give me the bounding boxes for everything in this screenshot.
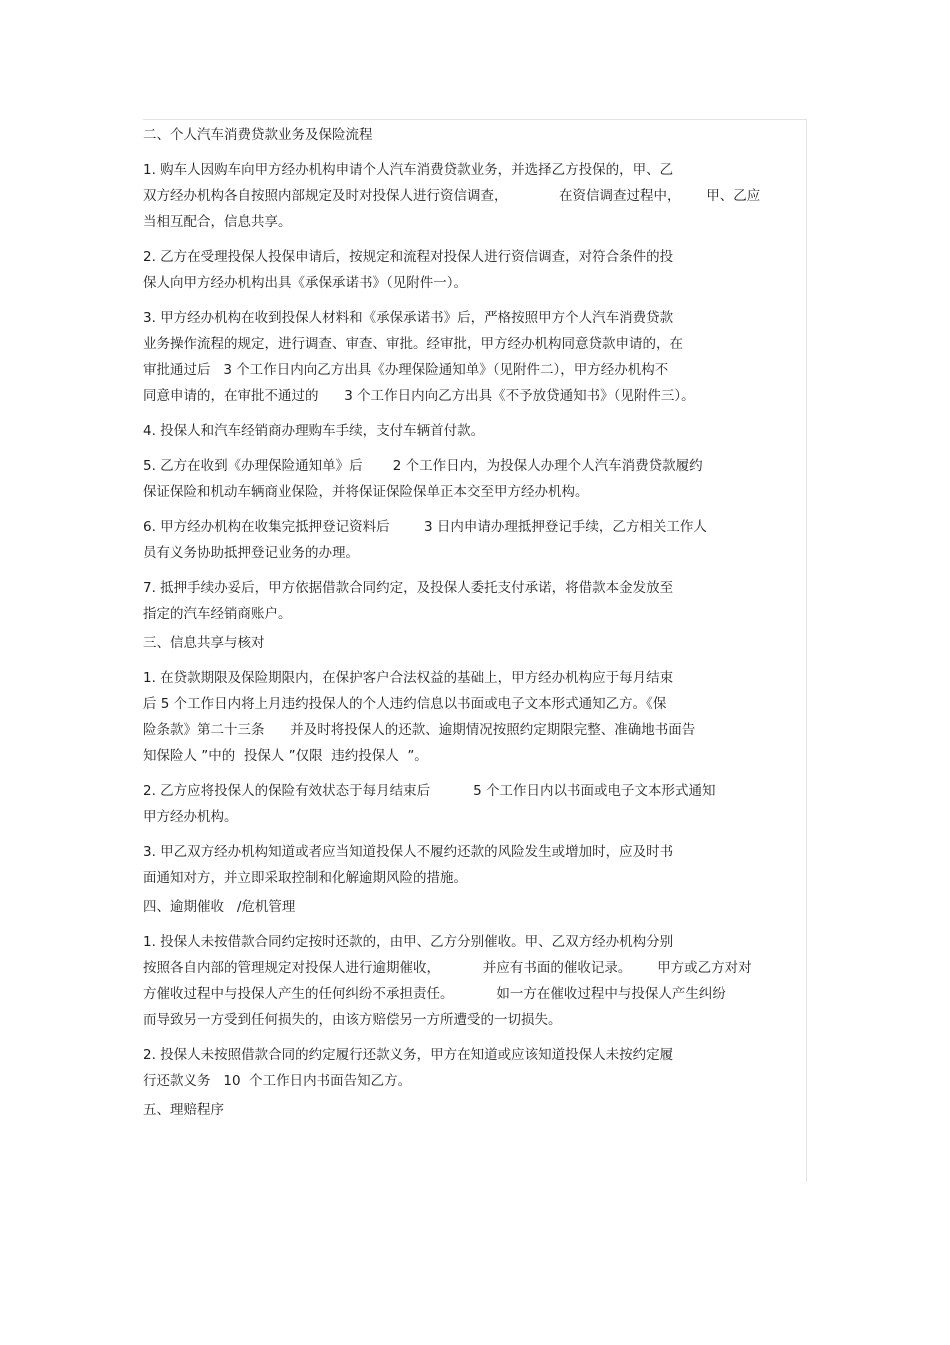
clause-paragraph: [143, 305, 806, 409]
clause-paragraph: [143, 453, 806, 505]
document-body: [143, 119, 806, 1123]
text-line: 二、个人汽车消费贷款业务及保险流程: [143, 127, 373, 143]
text-line: 2. 乙方在受理投保人投保申请后，按规定和流程对投保人进行资信调查，对符合条件的投: [143, 249, 674, 265]
text-line: 指定的汽车经销商账户。: [143, 606, 292, 622]
text-line: 知保险人 ”中的 投保人 ”仅限 违约投保人 ”。: [143, 748, 428, 764]
text-line: 当相互配合，信息共享。: [143, 214, 292, 230]
text-line: 方催收过程中与投保人产生的任何纠纷不承担责任。 如一方在催收过程中与投保人产生纠纷: [143, 986, 726, 1002]
clause-paragraph: [143, 778, 806, 830]
text-line: 按照各自内部的管理规定对投保人进行逾期催收， 并应有书面的催收记录。 甲方或乙方对对: [143, 960, 752, 976]
text-line: 2. 乙方应将投保人的保险有效状态于每月结束后 5 个工作日内以书面或电子文本形式通知: [143, 783, 716, 799]
text-line: 四、逾期催收 /危机管理: [143, 899, 296, 915]
text-line: 险条款》第二十三条 并及时将投保人的还款、逾期情况按照约定期限完整、准确地书面告: [143, 722, 696, 738]
text-line: 审批通过后 3 个工作日内向乙方出具《办理保险通知单》（见附件二），甲方经办机构不: [143, 362, 669, 378]
clause-paragraph: [143, 839, 806, 891]
text-line: 1. 在贷款期限及保险期限内，在保护客户合法权益的基础上，甲方经办机构应于每月结束: [143, 670, 674, 686]
text-line: 2. 投保人未按照借款合同的约定履行还款义务，甲方在知道或应该知道投保人未按约定履: [143, 1047, 674, 1063]
text-line: 保人向甲方经办机构出具《承保承诺书》（见附件一）。: [143, 275, 467, 291]
clause-paragraph: [143, 929, 806, 1033]
clause-paragraph: [143, 1042, 806, 1094]
section-heading: [143, 1097, 806, 1123]
text-line: 面通知对方，并立即采取控制和化解逾期风险的措施。: [143, 870, 467, 886]
text-line: 同意申请的，在审批不通过的 3 个工作日内向乙方出具《不予放贷通知书》（见附件三）。: [143, 388, 695, 404]
text-line: 1. 投保人未按借款合同约定按时还款的，由甲、乙方分别催收。甲、乙双方经办机构分别: [143, 934, 674, 950]
text-line: 行还款义务 10 个工作日内书面告知乙方。: [143, 1073, 412, 1089]
section-heading: [143, 122, 806, 148]
clause-paragraph: [143, 157, 806, 235]
text-line: 业务操作流程的规定，进行调查、审查、审批。经审批，甲方经办机构同意贷款申请的，在: [143, 336, 683, 352]
text-line: 员有义务协助抵押登记业务的办理。: [143, 545, 359, 561]
text-line: 五、理赔程序: [143, 1102, 224, 1118]
clause-paragraph: [143, 418, 806, 444]
text-line: 而导致另一方受到任何损失的，由该方赔偿另一方所遭受的一切损失。: [143, 1012, 562, 1028]
text-line: 5. 乙方在收到《办理保险通知单》后 2 个工作日内，为投保人办理个人汽车消费贷款履约: [143, 458, 703, 474]
text-line: 三、信息共享与核对: [143, 635, 265, 651]
text-line: 6. 甲方经办机构在收集完抵押登记资料后 3 日内申请办理抵押登记手续，乙方相关工作人: [143, 519, 707, 535]
text-line: 3. 甲方经办机构在收到投保人材料和《承保承诺书》后，严格按照甲方个人汽车消费贷款: [143, 310, 674, 326]
text-line: 1. 购车人因购车向甲方经办机构申请个人汽车消费贷款业务，并选择乙方投保的，甲、乙: [143, 162, 674, 178]
text-line: 保证保险和机动车辆商业保险，并将保证保险保单正本交至甲方经办机构。: [143, 484, 589, 500]
section-heading: [143, 894, 806, 920]
clause-paragraph: [143, 514, 806, 566]
text-line: 7. 抵押手续办妥后，甲方依据借款合同约定，及投保人委托支付承诺，将借款本金发放至: [143, 580, 674, 596]
section-heading: [143, 630, 806, 656]
clause-paragraph: [143, 575, 806, 627]
text-line: 3. 甲乙双方经办机构知道或者应当知道投保人不履约还款的风险发生或增加时，应及时书: [143, 844, 674, 860]
text-line: 甲方经办机构。: [143, 809, 238, 825]
clause-paragraph: [143, 244, 806, 296]
text-line: 双方经办机构各自按照内部规定及时对投保人进行资信调查， 在资信调查过程中， 甲、乙应: [143, 188, 761, 204]
text-line: 后 5 个工作日内将上月违约投保人的个人违约信息以书面或电子文本形式通知乙方。《保: [143, 696, 667, 712]
text-line: 4. 投保人和汽车经销商办理购车手续，支付车辆首付款。: [143, 423, 485, 439]
clause-paragraph: [143, 665, 806, 769]
